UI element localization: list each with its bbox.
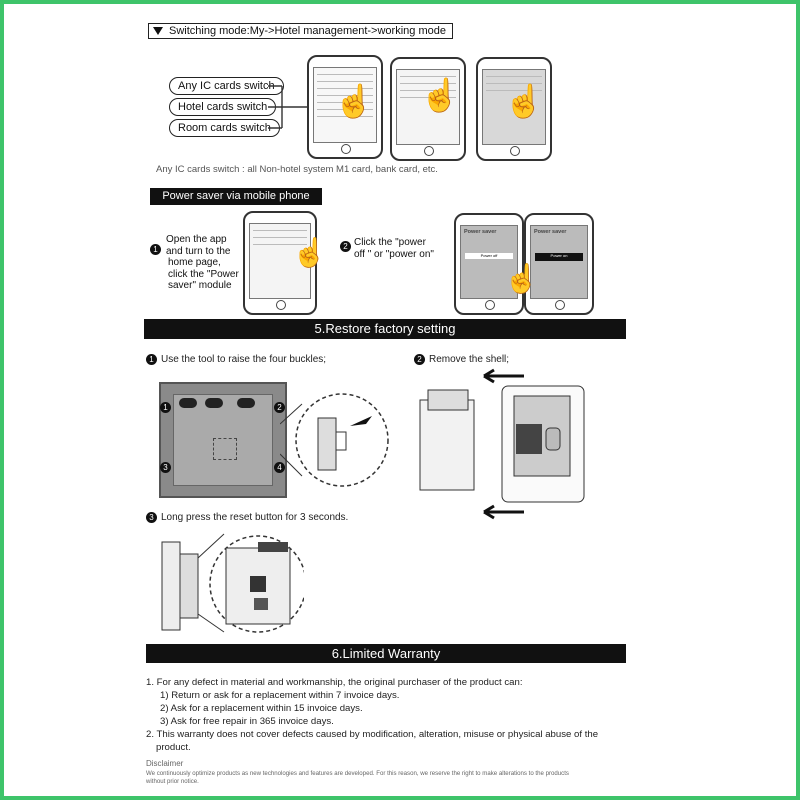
factory-step2-text: Remove the shell; bbox=[429, 354, 510, 366]
warranty-p2a: 2. This warranty does not cover defects caused by modification, alteration, misuse or physical abuse of the bbox=[146, 729, 599, 740]
manual-page bbox=[4, 4, 796, 796]
hand-pointer-icon: ☝ bbox=[292, 237, 327, 268]
power-saver-step1 bbox=[153, 234, 239, 292]
step-number-1: 1 bbox=[146, 354, 157, 365]
remove-shell-illustration bbox=[414, 366, 594, 526]
warranty-p1c: 3) Ask for free repair in 365 invoice days. bbox=[160, 716, 334, 727]
power-saver-step2 bbox=[344, 237, 434, 260]
hotel-cards-pill: Hotel cards switch bbox=[169, 98, 276, 116]
power-saver-label: Power saver bbox=[464, 229, 497, 235]
step-number-1: 1 bbox=[150, 244, 161, 255]
step1-line: saver" module bbox=[168, 280, 232, 291]
step-number-3: 3 bbox=[146, 512, 157, 523]
step2-line: off " or "power on" bbox=[354, 248, 434, 260]
step1-line: click the "Power bbox=[168, 268, 239, 280]
step1-line: Open the app bbox=[166, 234, 227, 245]
factory-step3-text: Long press the reset button for 3 seconds. bbox=[161, 512, 349, 524]
hand-pointer-icon: ☝ bbox=[504, 263, 539, 294]
warranty-p1: 1. For any defect in material and workmanship, the original purchaser of the product can: bbox=[146, 677, 523, 688]
warranty-p1b: 2) Ask for a replacement within 15 invoice days. bbox=[160, 703, 363, 714]
power-off-button: Power off bbox=[465, 253, 513, 259]
step2-line: Click the "power bbox=[354, 237, 426, 248]
disclaimer-line-2: without prior notice. bbox=[146, 778, 199, 785]
buckle-number: 3 bbox=[160, 462, 171, 473]
step1-line: home page, bbox=[168, 257, 221, 268]
hand-pointer-icon: ☝ bbox=[504, 83, 544, 119]
buckle-number: 4 bbox=[274, 462, 285, 473]
factory-step3 bbox=[146, 512, 348, 523]
any-ic-cards-pill: Any IC cards switch bbox=[169, 77, 284, 95]
step-number-2: 2 bbox=[414, 354, 425, 365]
hand-pointer-icon: ☝ bbox=[420, 77, 460, 113]
room-cards-pill: Room cards switch bbox=[169, 119, 280, 137]
warranty-p1a: 1) Return or ask for a replacement within 7 invoice days. bbox=[160, 690, 400, 701]
buckle-number: 1 bbox=[160, 402, 171, 413]
buckle-zoom-illustration bbox=[280, 384, 390, 494]
hand-pointer-icon: ☝ bbox=[334, 83, 374, 119]
bracket-connector bbox=[266, 74, 312, 140]
switching-header bbox=[148, 23, 453, 39]
switching-note: Any IC cards switch : all Non-hotel system M1 card, bank card, etc. bbox=[156, 164, 438, 175]
disclaimer-title: Disclaimer bbox=[146, 759, 184, 768]
triangle-icon bbox=[153, 27, 163, 35]
back-panel bbox=[159, 382, 287, 498]
reset-button-illustration bbox=[154, 528, 304, 638]
disclaimer-line-1: We continuously optimize products as new technologies and features are developed. For this reason, we reserve the right to make alterations to the products bbox=[146, 770, 569, 777]
power-saver-label: Power saver bbox=[534, 229, 567, 235]
warranty-header: 6.Limited Warranty bbox=[146, 644, 626, 663]
factory-step1 bbox=[146, 354, 326, 365]
step-number-2: 2 bbox=[340, 241, 351, 252]
factory-header: 5.Restore factory setting bbox=[144, 319, 626, 339]
factory-step2 bbox=[414, 354, 509, 365]
factory-step1-text: Use the tool to raise the four buckles; bbox=[161, 354, 327, 366]
step1-line: and turn to the bbox=[166, 245, 231, 257]
buckle-number: 2 bbox=[274, 402, 285, 413]
power-saver-header: Power saver via mobile phone bbox=[150, 188, 322, 205]
warranty-text bbox=[146, 676, 598, 754]
warranty-p2b: product. bbox=[156, 742, 191, 753]
switching-title: Switching mode:My->Hotel management->working mode bbox=[169, 25, 446, 37]
power-on-button: Power on bbox=[535, 253, 583, 261]
